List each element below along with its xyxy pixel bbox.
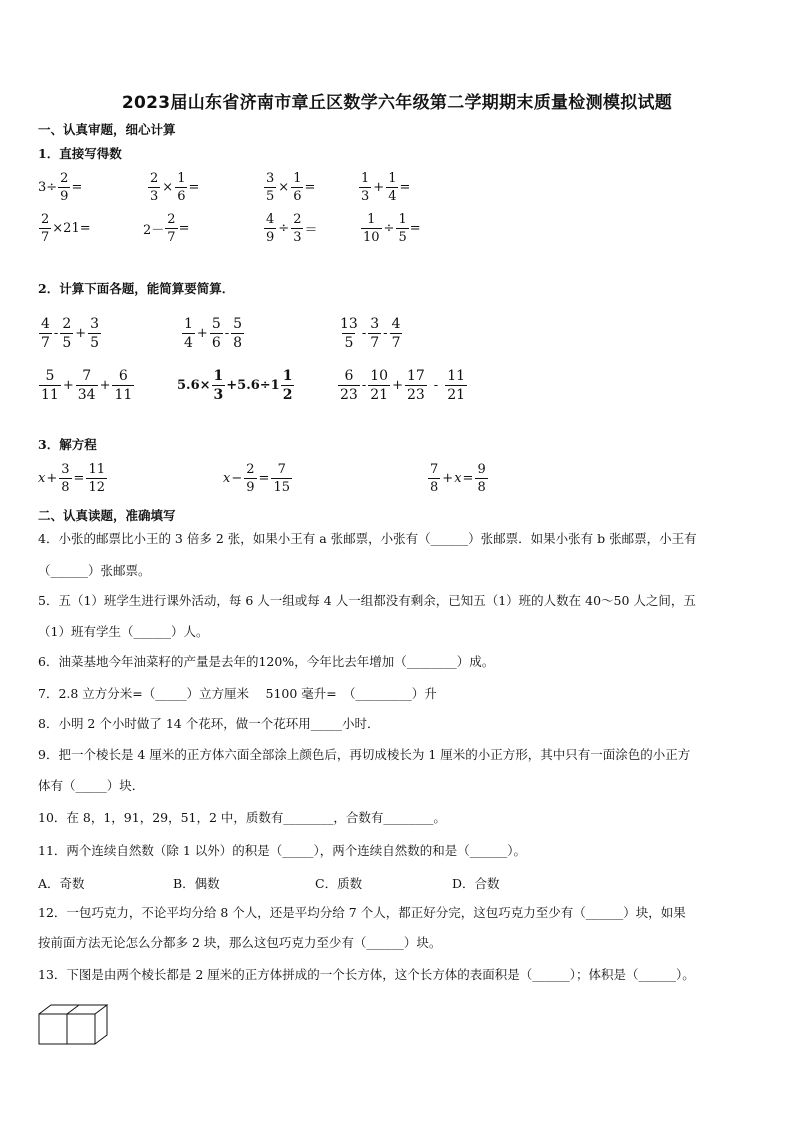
denominator: 7 [41, 230, 50, 245]
operator: ÷ [383, 221, 395, 236]
q1-item-5-fraction [39, 213, 51, 244]
fraction [475, 463, 487, 494]
denominator: 11 [41, 387, 59, 403]
numerator: 2 [41, 212, 50, 227]
q1-item-6-fraction [165, 213, 177, 244]
numerator: 4 [266, 212, 275, 227]
two-cube-cuboid-figure [38, 1004, 110, 1046]
operator: × [278, 180, 290, 195]
q1-item-2 [147, 172, 199, 203]
fraction [39, 369, 61, 402]
operator: - [53, 326, 59, 341]
section-1-heading: 一、认真审题，细心计算 [38, 122, 176, 137]
q1-item-7-fraction-b [291, 213, 303, 244]
q1-item-1 [38, 172, 82, 203]
numerator: 7 [277, 462, 286, 477]
denominator: 10 [363, 230, 380, 245]
denominator: 9 [266, 230, 275, 245]
fraction [112, 369, 134, 402]
equals-sign: ＝ [304, 223, 318, 238]
numerator: 3 [61, 462, 70, 477]
numerator: 1 [398, 212, 407, 227]
denominator: 15 [273, 480, 290, 495]
fraction [182, 317, 195, 350]
equals-sign: = [178, 221, 190, 236]
question-6: 6．油菜基地今年油菜籽的产量是去年的120%，今年比去年增加（________）成。 [38, 654, 495, 669]
operator: + [99, 378, 111, 393]
fraction [405, 369, 427, 402]
numerator: 1 [388, 171, 397, 186]
numerator: 13 [340, 316, 358, 332]
numerator: 1 [184, 316, 193, 332]
question-10: 10．在 8，1，91，29，51，2 中，质数有________，合数有________。 [38, 810, 446, 825]
operator: + [373, 180, 385, 195]
denominator: 3 [293, 230, 302, 245]
q1-item-3-fraction-b [291, 172, 303, 203]
operator: - [224, 326, 230, 341]
fraction [445, 369, 467, 402]
q2-expression-3 [337, 317, 403, 350]
section-2-heading: 二、认真读题，准确填写 [38, 508, 176, 523]
denominator: 7 [370, 335, 380, 351]
numerator: 3 [90, 316, 100, 332]
numerator: 2 [167, 212, 176, 227]
numerator: 6 [118, 368, 128, 384]
question-13: 13．下图是由两个棱长都是 2 厘米的正方体拼成的一个长方体，这个长方体的表面积是（______）；体积是（______）。 [38, 967, 695, 982]
denominator: 5 [398, 230, 407, 245]
denominator: 8 [477, 480, 486, 495]
denominator: 3 [213, 387, 224, 403]
denominator: 8 [61, 480, 70, 495]
numerator: 11 [447, 368, 466, 384]
numerator: 6 [344, 368, 354, 384]
term: +5.6÷1 [226, 378, 280, 393]
q1-item-3 [263, 172, 315, 203]
fraction [368, 317, 381, 350]
equals-sign: = [462, 471, 474, 486]
q1-item-4 [358, 172, 410, 203]
numerator: 1 [361, 171, 370, 186]
denominator: 21 [447, 387, 466, 403]
question-4-line-2: （______）张邮票。 [38, 563, 151, 578]
denominator: 4 [388, 189, 397, 204]
question-5-line-2: （1）班有学生（______）人。 [38, 624, 209, 639]
question-12-line-2: 按前面方法无论怎么分都多 2 块，那么这包巧克力至少有（______）块。 [38, 935, 442, 950]
denominator: 4 [184, 335, 193, 351]
numerator: 5 [45, 368, 55, 384]
side-face [95, 1005, 107, 1044]
fraction [231, 317, 244, 350]
q1-item-8-fraction-a [361, 213, 382, 244]
q2-expression-1 [38, 317, 102, 350]
operator: + [442, 471, 454, 486]
denominator: 23 [340, 387, 358, 403]
top-divider [67, 1005, 79, 1014]
operator: × [162, 180, 174, 195]
numerator: 11 [88, 462, 105, 477]
denominator: 21 [370, 387, 389, 403]
numerator: 3 [266, 171, 275, 186]
cube-2-front-face [67, 1014, 95, 1044]
denominator: 5 [266, 189, 275, 204]
denominator: 2 [282, 387, 293, 403]
denominator: 8 [233, 335, 243, 351]
fraction [59, 463, 71, 494]
variable-x: x [38, 471, 46, 486]
question-8: 8．小明 2 个小时做了 14 个花环，做一个花环用_____小时． [38, 716, 380, 731]
operator: - [383, 326, 388, 341]
q1-item-1-fraction [58, 172, 70, 203]
operator: + [75, 326, 87, 341]
denominator: 5 [90, 335, 100, 351]
fraction [210, 317, 223, 350]
denominator: 8 [430, 480, 439, 495]
numerator: 1 [293, 171, 302, 186]
numerator: 1 [213, 368, 224, 384]
equals-sign: = [71, 180, 83, 195]
q11-option-d: D．合数 [452, 876, 500, 891]
q2-heading: 2．计算下面各题，能简算要简算． [38, 281, 235, 296]
numerator: 7 [82, 368, 92, 384]
denominator: 7 [41, 335, 50, 351]
numerator: 1 [367, 212, 376, 227]
q1-item-4-fraction-a [359, 172, 371, 203]
denominator: 12 [88, 480, 105, 495]
numerator: 9 [477, 462, 486, 477]
q3-equation-1 [38, 463, 108, 494]
q1-item-6-prefix: 2－ [143, 223, 165, 238]
denominator: 6 [293, 189, 302, 204]
numerator: 1 [177, 171, 186, 186]
numerator: 5 [211, 316, 221, 332]
q3-equation-2 [223, 463, 293, 494]
denominator: 9 [60, 189, 69, 204]
q1-item-6 [143, 213, 189, 244]
equals-sign: = [73, 471, 85, 486]
numerator: 2 [62, 316, 72, 332]
fraction [338, 369, 360, 402]
numerator: 5 [233, 316, 243, 332]
numerator: 2 [246, 462, 255, 477]
fraction [88, 317, 101, 350]
numerator: 2 [293, 212, 302, 227]
operator: + [46, 471, 58, 486]
denominator: 7 [167, 230, 176, 245]
denominator: 6 [177, 189, 186, 204]
q1-item-2-fraction-b [175, 172, 187, 203]
numerator: 2 [60, 171, 69, 186]
numerator: 2 [150, 171, 159, 186]
operator: − [231, 471, 243, 486]
denominator: 34 [77, 387, 96, 403]
numerator: 7 [430, 462, 439, 477]
variable-x: x [223, 471, 231, 486]
q11-option-a: A．奇数 [38, 876, 85, 891]
cube-1-front-face [39, 1014, 67, 1044]
operator: + [392, 378, 403, 393]
denominator: 9 [246, 480, 255, 495]
question-4-line-1: 4．小张的邮票比小王的 3 倍多 2 张，如果小王有 a 张邮票，小张有（______）张邮票．如果小张有 b 张邮票，小王有 [38, 531, 697, 546]
q1-item-3-fraction-a [264, 172, 276, 203]
denominator: 11 [114, 387, 133, 403]
denominator: 3 [361, 189, 370, 204]
q2-expression-6 [337, 369, 468, 402]
operator: - [361, 326, 367, 341]
q1-item-2-fraction-a [148, 172, 160, 203]
fraction [212, 369, 226, 402]
question-9-line-2: 体有（_____）块． [38, 778, 145, 793]
denominator: 23 [406, 387, 425, 403]
suffix: ×21= [52, 221, 91, 236]
fraction [281, 369, 295, 402]
fraction [271, 463, 292, 494]
numerator: 4 [41, 316, 50, 332]
equals-sign: = [304, 180, 316, 195]
question-12-line-1: 12．一包巧克力，不论平均分给 8 个人，还是平均分给 7 个人，都正好分完，这包巧克力至少有（______）块，如果 [38, 905, 686, 920]
q11-option-b: B．偶数 [173, 876, 220, 891]
question-9-line-1: 9．把一个棱长是 4 厘米的正方体六面全部涂上颜色后，再切成棱长为 1 厘米的小正方形，其中只有一面涂色的小正方 [38, 747, 691, 762]
fraction [338, 317, 360, 350]
q2-expression-2 [181, 317, 245, 350]
fraction [60, 317, 73, 350]
denominator: 3 [150, 189, 159, 204]
q2-expression-5 [177, 369, 295, 402]
numerator: 3 [370, 316, 380, 332]
term: 5.6× [177, 378, 211, 393]
equals-sign: = [188, 180, 200, 195]
denominator: 6 [211, 335, 221, 351]
denominator: 7 [391, 335, 401, 351]
q3-equation-3 [427, 463, 489, 494]
equals-sign: = [409, 221, 421, 236]
q1-item-7-fraction-a [264, 213, 276, 244]
q1-item-5 [38, 213, 91, 244]
fraction [86, 463, 107, 494]
q2-expression-4 [38, 369, 135, 402]
question-5-line-1: 5．五（1）班学生进行课外活动，每 6 人一组或每 4 人一组都没有剩余，已知五（1）班的人数在 40～50 人之间，五 [38, 593, 696, 608]
fraction [244, 463, 256, 494]
numerator: 10 [370, 368, 389, 384]
q1-item-8-fraction-b [396, 213, 408, 244]
variable-x: x [454, 471, 462, 486]
q1-item-7 [263, 213, 317, 244]
q1-item-1-prefix: 3÷ [38, 180, 58, 195]
q11-option-c: C．质数 [315, 876, 363, 891]
fraction [76, 369, 98, 402]
q1-heading: 1．直接写得数 [38, 146, 122, 161]
question-11: 11．两个连续自然数（除 1 以外）的积是（_____），两个连续自然数的和是（______）。 [38, 843, 527, 858]
equals-sign: = [399, 180, 411, 195]
q3-heading: 3．解方程 [38, 437, 97, 452]
operator: + [62, 378, 74, 393]
fraction [428, 463, 440, 494]
page-title: 2023届山东省济南市章丘区数学六年级第二学期期末质量检测模拟试题 [121, 93, 673, 113]
equals-sign: = [258, 471, 270, 486]
fraction [390, 317, 403, 350]
question-7: 7．2.8 立方分米=（_____）立方厘米 5100 毫升= （_________）升 [38, 686, 437, 701]
operator: - [361, 378, 367, 393]
numerator: 17 [406, 368, 425, 384]
operator: - [433, 378, 439, 393]
numerator: 4 [391, 316, 401, 332]
numerator: 1 [282, 368, 293, 384]
operator: + [196, 326, 208, 341]
q1-item-4-fraction-b [386, 172, 398, 203]
denominator: 5 [62, 335, 72, 351]
q1-item-8 [360, 213, 421, 244]
fraction [39, 317, 52, 350]
fraction [368, 369, 390, 402]
denominator: 5 [344, 335, 354, 351]
operator: ÷ [278, 221, 290, 236]
